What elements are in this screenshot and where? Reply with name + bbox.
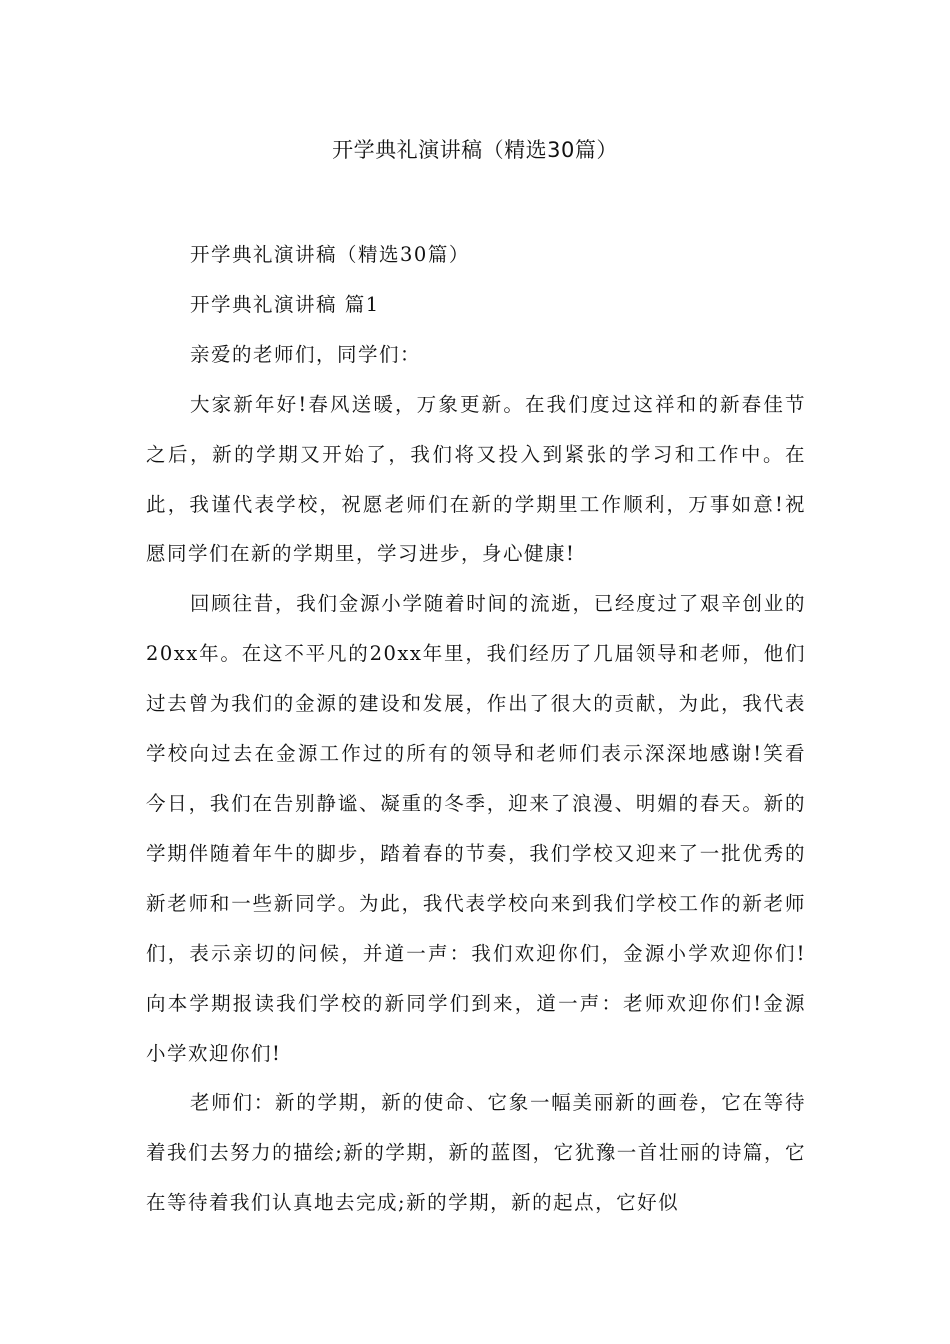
paragraph-teachers: 老师们：新的学期，新的使命、它象一幅美丽新的画卷，它在等待着我们去努力的描绘;新的学期，新的蓝图，它犹豫一首壮丽的诗篇，它在等待着我们认真地去完成;新的学期，新的起点，它好似	[146, 1091, 806, 1215]
paragraph-review: 回顾往昔，我们金源小学随着时间的流逝，已经度过了艰辛创业的20xx年。在这不平凡的20xx年里，我们经历了几届领导和老师，他们过去曾为我们的金源的建设和发展，作出了很大的贡献，为此，我代表学校向过去在金源工作过的所有的领导和老师们表示深深地感谢!笑看今日，我们在告别静谧、凝重的冬季，迎来了浪漫、明媚的春天。新的学期伴随着年牛的脚步，踏着春的节奏，我们学校又迎来了一批优秀的新老师和一些新同学。为此，我代表学校向来到我们学校工作的新老师们，表示亲切的问候，并道一声：我们欢迎你们，金源小学欢迎你们!向本学期报读我们学校的新同学们到来，道一声：老师欢迎你们!金源小学欢迎你们!	[146, 592, 806, 1065]
paragraph-greeting: 大家新年好!春风送暖，万象更新。在我们度过这祥和的新春佳节之后，新的学期又开始了，我们将又投入到紧张的学习和工作中。在此，我谨代表学校，祝愿老师们在新的学期里工作顺利，万事如意!祝愿同学们在新的学期里，学习进步，身心健康!	[146, 392, 806, 566]
document-body	[146, 230, 806, 1228]
paragraph-salutation: 亲爱的老师们，同学们：	[190, 342, 422, 366]
paragraph-section-heading: 开学典礼演讲稿 篇1	[190, 292, 380, 316]
document-title: 开学典礼演讲稿（精选30篇）	[332, 138, 618, 162]
paragraph-subtitle: 开学典礼演讲稿（精选30篇）	[190, 243, 470, 266]
